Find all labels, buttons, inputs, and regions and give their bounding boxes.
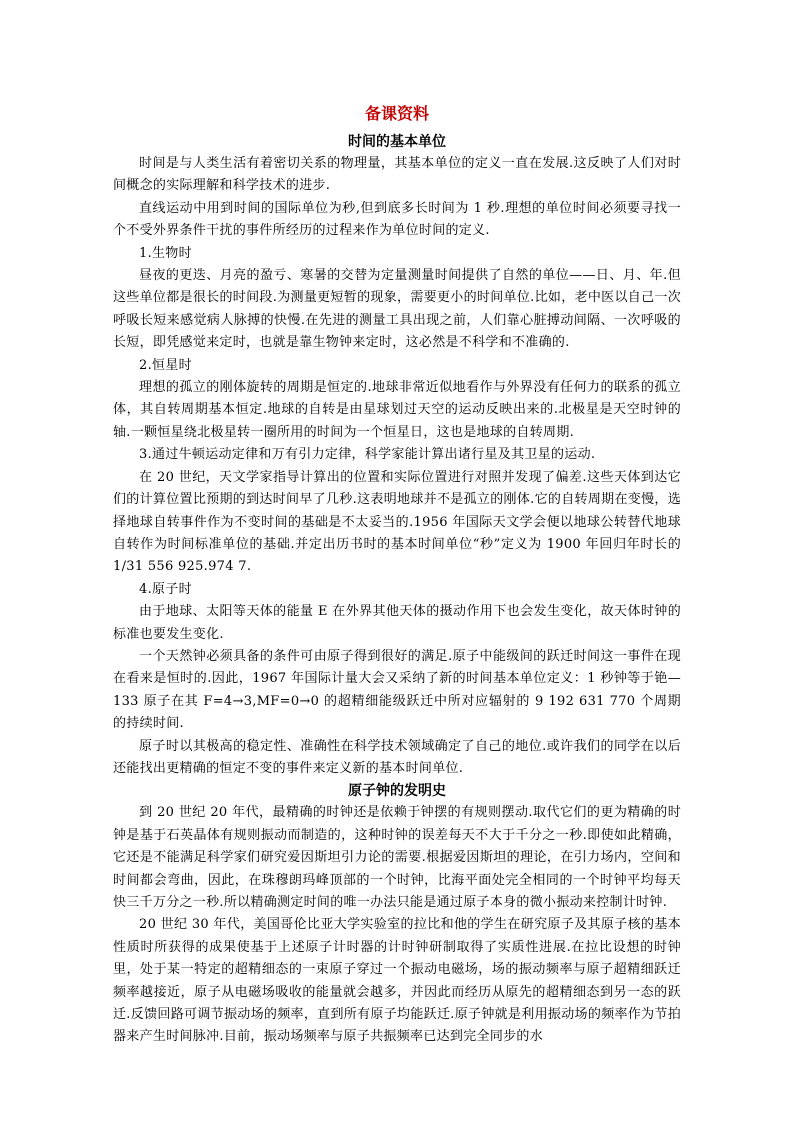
paragraph: 昼夜的更迭、月亮的盈亏、寒暑的交替为定量测量时间提供了自然的单位——日、月、年.但这些单位都是很长的时间段.为测量更短暂的现象，需要更小的时间单位.比如，老中医以自己一次呼吸长短来感觉病人脉搏的快慢.在先进的测量工具出现之前，人们靠心脏搏动间隔、一次呼吸的长短，即凭感觉来定时，也就是靠生物钟来定时，这必然是不科学和不准确的. [113, 268, 681, 351]
paragraph: 20 世纪 30 年代，美国哥伦比亚大学实验室的拉比和他的学生在研究原子及其原子核的基本性质时所获得的成果使基于上述原子计时器的计时钟研制取得了实质性进展.在拉比设想的时钟里，处于某一特定的超精细态的一束原子穿过一个振动电磁场，场的振动频率与原子超精细跃迁频率越接近，原子从电磁场吸收的能量就会越多，并因此而经历从原先的超精细态到另一态的跃迁.反馈回路可调节振动场的频率，直到所有原子均能跃迁.原子钟就是利用振动场的频率作为节拍器来产生时间脉冲.目前，振动场频率与原子共振频率已达到完全同步的水 [113, 917, 681, 1045]
section-title-atomic-clock-history: 原子钟的发明史 [348, 783, 446, 800]
paragraph: 一个天然钟必须具备的条件可由原子得到很好的满足.原子中能级间的跃迁时间这一事件在现在看来是恒时的.因此，1967 年国际计量大会又采纳了新的时间基本单位定义：1 秒钟等于铯—133 原子在其 F=4→3,MF=0→0 的超精细能级跃迁中所对应辐射的 9 192 631 770 个周期的持续时间. [113, 648, 681, 732]
subheading-sidereal-time: 2.恒星时 [139, 357, 192, 373]
section-title-time-unit: 时间的基本单位 [348, 134, 446, 150]
paragraph: 在 20 世纪，天文学家指导计算出的位置和实际位置进行对照并发现了偏差.这些天体到达它们的计算位置比预期的到达时间早了几秒.这表明地球并不是孤立的刚体.它的自转周期在变慢，选择地球自转事件作为不变时间的基础是不太妥当的.1956 年国际天文学会便以地球公转替代地球自转作为时间标准单位的基础.并定出历书时的基本时间单位“秒”定义为 1900 年回归年时长的 1/31 556 925.974 7. [113, 469, 681, 575]
document-page [113, 101, 681, 1049]
paragraph: 理想的孤立的刚体旋转的周期是恒定的.地球非常近似地看作与外界没有任何力的联系的孤立体，其自转周期基本恒定.地球的自转是由星球划过天空的运动反映出来的.北极星是天空时钟的轴.一颗恒星绕北极星转一圈所用的时间为一个恒星日，这也是地球的自转周期. [113, 380, 681, 440]
paragraph: 原子时以其极高的稳定性、准确性在科学技术领域确定了自己的地位.或许我们的同学在以后还能找出更精确的恒定不变的事件来定义新的基本时间单位. [113, 738, 681, 776]
paragraph: 3.通过牛顿运动定律和万有引力定律，科学家能计算出诸行星及其卫星的运动. [139, 447, 596, 463]
paragraph: 直线运动中用到时间的国际单位为秒,但到底多长时间为 1 秒.理想的单位时间必须要寻找一个不受外界条件干扰的事件所经历的过程来作为单位时间的定义. [113, 200, 681, 239]
subheading-atomic-time: 4.原子时 [139, 581, 192, 597]
paragraph: 时间是与人类生活有着密切关系的物理量，其基本单位的定义一直在发展.这反映了人们对时间概念的实际理解和科学技术的进步. [113, 156, 681, 194]
subheading-biological-time: 1.生物时 [139, 245, 192, 261]
document-title: 备课资料 [364, 104, 429, 123]
paragraph: 由于地球、太阳等天体的能量 E 在外界其他天体的摄动作用下也会发生变化，故天体时钟的标准也要发生变化. [113, 604, 681, 642]
paragraph: 到 20 世纪 20 年代，最精确的时钟还是依赖于钟摆的有规则摆动.取代它们的更为精确的时钟是基于石英晶体有规则振动而制造的，这种时钟的误差每天不大于千分之一秒.即使如此精确，它还是不能满足科学家们研究爱因斯坦引力论的需要.根据爱因斯坦的理论，在引力场内，空间和时间都会弯曲，因此，在珠穆朗玛峰顶部的一个时钟，比海平面处完全相同的一个时钟平均每天快三千万分之一秒.所以精确测定时间的唯一办法只能是通过原子本身的微小振动来控制计时钟. [113, 805, 681, 910]
